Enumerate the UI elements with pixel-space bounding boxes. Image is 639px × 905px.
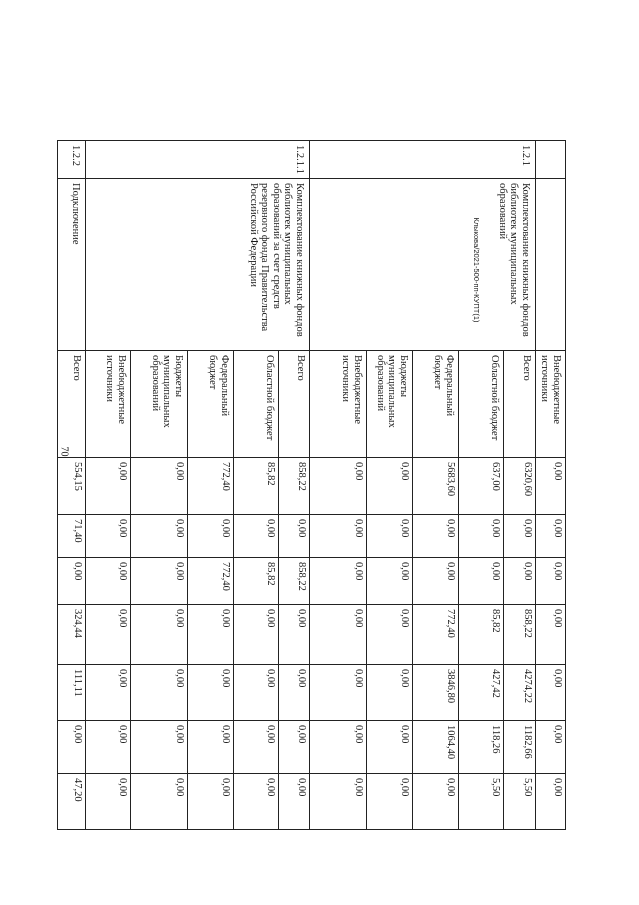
budget-table xyxy=(57,140,566,830)
funding-source-cell: Внебюджетные источники xyxy=(536,351,566,458)
value-cell: 0,00 xyxy=(310,458,367,515)
value-cell: 324,44 xyxy=(58,605,86,665)
value-cell: 4274,22 xyxy=(504,665,536,721)
value-cell: 0,00 xyxy=(367,515,413,558)
value-cell: 772,40 xyxy=(413,605,459,665)
value-cell: 0,00 xyxy=(310,558,367,605)
value-cell: 71,40 xyxy=(58,515,86,558)
value-cell: 0,00 xyxy=(86,721,131,774)
value-cell: 0,00 xyxy=(86,665,131,721)
table-row xyxy=(504,141,536,830)
value-cell: 0,00 xyxy=(367,721,413,774)
value-cell: 0,00 xyxy=(86,558,131,605)
funding-source-cell: Бюджеты муниципальных образований xyxy=(131,351,188,458)
value-cell: 0,00 xyxy=(536,558,566,605)
value-cell: 0,00 xyxy=(131,605,188,665)
value-cell: 858,22 xyxy=(279,458,310,515)
value-cell: 554,15 xyxy=(58,458,86,515)
document-footer-id: Клыкова/2021-500-пп-КУПТ(1) xyxy=(472,217,481,323)
value-cell: 0,00 xyxy=(459,558,504,605)
value-cell: 0,00 xyxy=(504,558,536,605)
value-cell: 0,00 xyxy=(367,665,413,721)
value-cell: 0,00 xyxy=(131,721,188,774)
value-cell: 0,00 xyxy=(536,605,566,665)
value-cell: 0,00 xyxy=(536,515,566,558)
row-name-cell xyxy=(536,179,566,351)
value-cell: 0,00 xyxy=(310,665,367,721)
value-cell: 0,00 xyxy=(413,558,459,605)
value-cell: 47,20 xyxy=(58,774,86,830)
rotated-table-area xyxy=(70,140,566,829)
funding-source-cell: Федеральный бюджет xyxy=(188,351,234,458)
row-code-cell: 1.2.2 xyxy=(58,141,86,179)
value-cell: 0,00 xyxy=(413,515,459,558)
value-cell: 0,00 xyxy=(188,774,234,830)
value-cell: 0,00 xyxy=(279,774,310,830)
value-cell: 0,00 xyxy=(131,665,188,721)
value-cell: 0,00 xyxy=(86,458,131,515)
value-cell: 0,00 xyxy=(131,774,188,830)
value-cell: 0,00 xyxy=(536,774,566,830)
value-cell: 858,22 xyxy=(279,558,310,605)
value-cell: 5,50 xyxy=(459,774,504,830)
funding-source-cell: Областной бюджет xyxy=(234,351,279,458)
value-cell: 0,00 xyxy=(131,458,188,515)
value-cell: 1182,66 xyxy=(504,721,536,774)
value-cell: 0,00 xyxy=(188,515,234,558)
value-cell: 3846,80 xyxy=(413,665,459,721)
value-cell: 0,00 xyxy=(58,721,86,774)
funding-source-cell: Всего xyxy=(58,351,86,458)
value-cell: 0,00 xyxy=(310,774,367,830)
table-row xyxy=(279,141,310,830)
value-cell: 111,11 xyxy=(58,665,86,721)
funding-source-cell: Бюджеты муниципальных образований xyxy=(367,351,413,458)
row-code-cell xyxy=(536,141,566,179)
value-cell: 118,26 xyxy=(459,721,504,774)
page-number: 70 xyxy=(58,446,70,457)
funding-source-cell: Всего xyxy=(504,351,536,458)
value-cell: 772,40 xyxy=(188,558,234,605)
value-cell: 0,00 xyxy=(188,605,234,665)
value-cell: 0,00 xyxy=(459,515,504,558)
value-cell: 637,00 xyxy=(459,458,504,515)
funding-source-cell: Внебюджетные источники xyxy=(310,351,367,458)
value-cell: 0,00 xyxy=(367,458,413,515)
value-cell: 0,00 xyxy=(310,721,367,774)
table-row xyxy=(536,141,566,830)
row-code-cell: 1.2.1 xyxy=(310,141,536,179)
value-cell: 0,00 xyxy=(504,515,536,558)
table-rotation-frame xyxy=(70,140,566,829)
value-cell: 5683,60 xyxy=(413,458,459,515)
value-cell: 0,00 xyxy=(131,558,188,605)
value-cell: 0,00 xyxy=(367,605,413,665)
value-cell: 0,00 xyxy=(234,515,279,558)
value-cell: 0,00 xyxy=(234,774,279,830)
value-cell: 858,22 xyxy=(504,605,536,665)
value-cell: 0,00 xyxy=(58,558,86,605)
value-cell: 0,00 xyxy=(234,665,279,721)
value-cell: 0,00 xyxy=(279,665,310,721)
table-row xyxy=(58,141,86,830)
value-cell: 0,00 xyxy=(188,721,234,774)
value-cell: 5,50 xyxy=(504,774,536,830)
value-cell: 0,00 xyxy=(310,605,367,665)
value-cell: 0,00 xyxy=(536,665,566,721)
value-cell: 427,42 xyxy=(459,665,504,721)
value-cell: 772,40 xyxy=(188,458,234,515)
value-cell: 0,00 xyxy=(279,721,310,774)
value-cell: 0,00 xyxy=(310,515,367,558)
funding-source-cell: Федеральный бюджет xyxy=(413,351,459,458)
row-name-cell: Подключение xyxy=(58,179,86,351)
value-cell: 85,82 xyxy=(459,605,504,665)
value-cell: 1064,40 xyxy=(413,721,459,774)
row-code-cell: 1.2.1.1 xyxy=(86,141,310,179)
value-cell: 0,00 xyxy=(86,515,131,558)
value-cell: 0,00 xyxy=(86,774,131,830)
funding-source-cell: Областной бюджет xyxy=(459,351,504,458)
value-cell: 6320,60 xyxy=(504,458,536,515)
row-name-cell: Комплектование книжных фондов библиотек муниципальных образований xyxy=(310,179,536,351)
value-cell: 0,00 xyxy=(86,605,131,665)
value-cell: 0,00 xyxy=(234,605,279,665)
value-cell: 0,00 xyxy=(279,605,310,665)
value-cell: 0,00 xyxy=(536,458,566,515)
value-cell: 0,00 xyxy=(413,774,459,830)
value-cell: 85,82 xyxy=(234,558,279,605)
value-cell: 0,00 xyxy=(131,515,188,558)
value-cell: 85,82 xyxy=(234,458,279,515)
row-name-cell: Комплектование книжных фондов библиотек муниципальных образований за счет средств резервного фонда Правительства Российской Федерации xyxy=(86,179,310,351)
value-cell: 0,00 xyxy=(234,721,279,774)
value-cell: 0,00 xyxy=(188,665,234,721)
funding-source-cell: Внебюджетные источники xyxy=(86,351,131,458)
value-cell: 0,00 xyxy=(536,721,566,774)
value-cell: 0,00 xyxy=(367,774,413,830)
value-cell: 0,00 xyxy=(279,515,310,558)
funding-source-cell: Всего xyxy=(279,351,310,458)
value-cell: 0,00 xyxy=(367,558,413,605)
